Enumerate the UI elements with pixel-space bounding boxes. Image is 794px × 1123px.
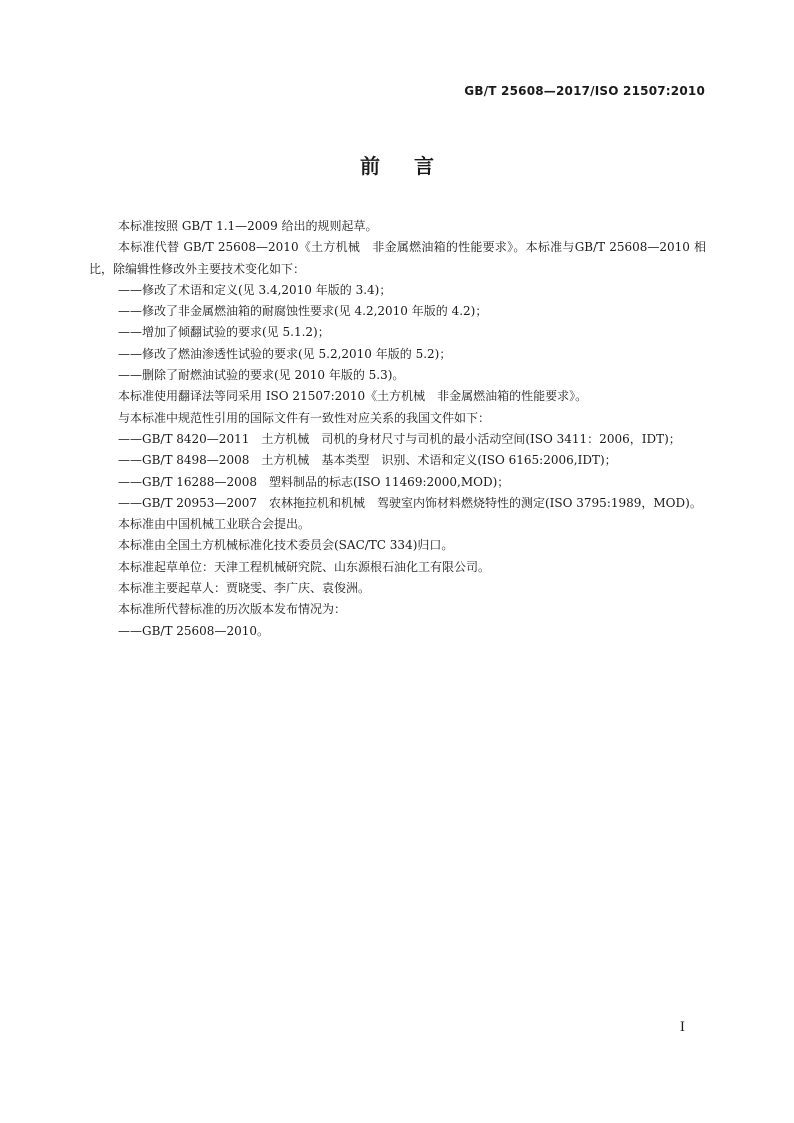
paragraph: 与本标准中规范性引用的国际文件有一致性对应关系的我国文件如下：: [118, 410, 491, 425]
paragraph: 本标准所代替标准的历次版本发布情况为：: [118, 602, 347, 617]
list-item: ——GB/T 8420—2011 土方机械 司机的身材尺寸与司机的最小活动空间(ISO 3411：2006，IDT)；: [118, 431, 681, 446]
list-item: ——修改了燃油渗透性试验的要求(见 5.2,2010 年版的 5.2)；: [118, 346, 452, 361]
page-title: 前言: [360, 154, 468, 178]
list-item: ——GB/T 16288—2008 塑料制品的标志(ISO 11469:2000,MOD)；: [118, 474, 510, 489]
list-item: ——GB/T 8498—2008 土方机械 基本类型 识别、术语和定义(ISO 6165:2006,IDT)；: [118, 453, 617, 468]
paragraph: 本标准按照 GB/T 1.1—2009 给出的规则起草。: [118, 219, 378, 233]
foreword-body: [89, 216, 706, 642]
list-item: ——修改了非金属燃油箱的耐腐蚀性要求(见 4.2,2010 年版的 4.2)；: [118, 304, 488, 319]
page-number: I: [679, 1020, 685, 1035]
list-item: ——修改了术语和定义(见 3.4,2010 年版的 3.4)；: [118, 282, 392, 297]
list-item: ——增加了倾翻试验的要求(见 5.1.2)；: [118, 325, 330, 340]
standard-code-header: GB/T 25608—2017/ISO 21507:2010: [464, 84, 705, 98]
paragraph: 本标准代替 GB/T 25608—2010《土方机械 非金属燃油箱的性能要求》。本标准与GB/T 25608—2010 相比，除编辑性修改外主要技术变化如下：: [89, 240, 706, 276]
paragraph: 本标准由中国机械工业联合会提出。: [118, 517, 311, 532]
list-item: ——GB/T 20953—2007 农林拖拉机和机械 驾驶室内饰材料燃烧特性的测定(ISO 3795:1989，MOD)。: [118, 495, 702, 510]
list-item: ——GB/T 25608—2010。: [118, 623, 269, 638]
paragraph: 本标准由全国土方机械标准化技术委员会(SAC/TC 334)归口。: [118, 538, 454, 553]
paragraph: 本标准主要起草人：贾晓雯、李广庆、袁俊洲。: [118, 581, 371, 596]
paragraph: 本标准使用翻译法等同采用 ISO 21507:2010《土方机械 非金属燃油箱的性能要求》。: [118, 389, 588, 404]
list-item: ——删除了耐燃油试验的要求(见 2010 年版的 5.3)。: [118, 368, 405, 383]
paragraph: 本标准起草单位：天津工程机械研究院、山东源根石油化工有限公司。: [118, 559, 491, 574]
